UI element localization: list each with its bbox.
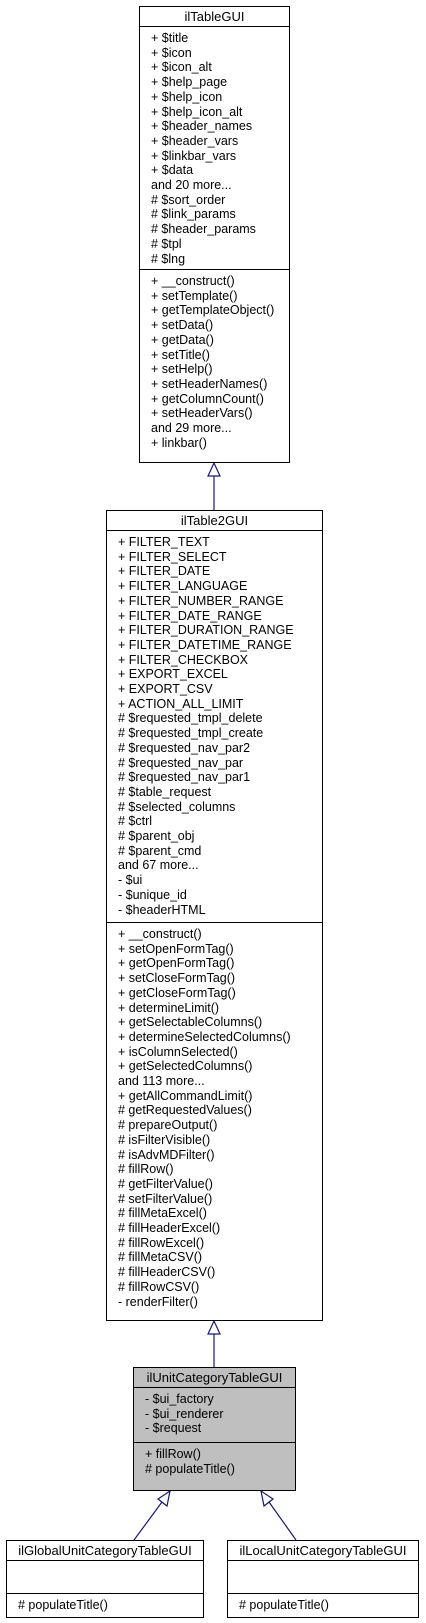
class-member: + getTemplateObject() [151, 303, 275, 318]
class-member: # $table_request [118, 784, 212, 799]
class-member: # $link_params [151, 207, 236, 222]
class-member: + $header_names [151, 119, 253, 134]
class-name: ilLocalUnitCategoryTableGUI [228, 1541, 418, 1561]
class-member: and 29 more... [151, 421, 232, 436]
class-member: + $linkbar_vars [151, 148, 237, 163]
class-member: + __construct() [151, 274, 235, 288]
class-box-illocalunitcategorytablegui[interactable] [227, 1540, 419, 1618]
class-member: + $help_page [151, 75, 228, 90]
class-member: # populateTitle() [18, 1598, 108, 1612]
class-member: + setData() [151, 318, 214, 333]
class-member: + $title [151, 31, 189, 45]
class-member: # fillRow() [118, 1162, 174, 1177]
class-name: ilTableGUI [140, 7, 289, 27]
class-box-iltablegui[interactable] [139, 6, 290, 463]
class-member: + getAllCommandLimit() [118, 1088, 253, 1103]
arrowhead-table2gui [208, 1321, 220, 1334]
class-member: # $ctrl [118, 814, 153, 829]
attributes-section [140, 27, 289, 270]
class-member: + FILTER_DURATION_RANGE [118, 623, 294, 638]
class-member: + setHeaderVars() [151, 406, 253, 421]
methods-section [140, 270, 289, 454]
class-member: # fillMetaCSV() [118, 1250, 203, 1265]
methods-section [228, 1594, 418, 1617]
class-member: # isFilterVisible() [118, 1132, 211, 1147]
class-member: # getFilterValue() [118, 1176, 213, 1191]
class-member: + fillRow() [145, 1447, 201, 1461]
class-member: + $help_icon_alt [151, 104, 243, 119]
class-member: + getSelectedColumns() [118, 1059, 253, 1074]
class-member: + getColumnCount() [151, 391, 264, 406]
arrowhead-unitcategory-left [158, 1491, 170, 1506]
attributes-section [228, 1561, 418, 1594]
class-member: # $selected_columns [118, 799, 236, 814]
class-member: - $ui_renderer [145, 1406, 224, 1421]
class-member: - $request [145, 1421, 202, 1436]
class-member: and 113 more... [118, 1074, 205, 1089]
class-name: ilTable2GUI [107, 511, 322, 531]
class-member: and 20 more... [151, 178, 232, 193]
class-member: # $header_params [151, 222, 256, 237]
class-member: # $parent_obj [118, 829, 195, 844]
class-member: # $requested_nav_par1 [118, 770, 251, 785]
class-member: # prepareOutput() [118, 1118, 218, 1133]
class-member: + setCloseFormTag() [118, 971, 236, 986]
methods-section [107, 923, 322, 1313]
arrowhead-unitcategory-right [261, 1491, 273, 1506]
class-member: + determineSelectedColumns() [118, 1029, 291, 1044]
class-member: # fillHeaderExcel() [118, 1221, 221, 1236]
class-member: # getRequestedValues() [118, 1103, 252, 1118]
class-member: # $requested_nav_par [118, 755, 244, 770]
class-member: + FILTER_TEXT [118, 535, 210, 549]
class-name: ilGlobalUnitCategoryTableGUI [7, 1541, 203, 1561]
class-box-ilglobalunitcategorytablegui[interactable] [6, 1540, 204, 1618]
class-member: - $ui [118, 873, 143, 888]
class-member: + setTemplate() [151, 288, 238, 303]
class-member: # $requested_tmpl_create [118, 726, 264, 741]
attributes-section [107, 531, 322, 923]
class-box-ilunitcategorytablegui[interactable] [133, 1367, 296, 1491]
attributes-section [7, 1561, 203, 1594]
class-member: + FILTER_DATE [118, 564, 211, 579]
class-member: + linkbar() [151, 435, 207, 450]
class-member: # isAdvMDFilter() [118, 1147, 215, 1162]
class-box-iltable2gui[interactable] [106, 510, 323, 1321]
class-member: + setHeaderNames() [151, 376, 268, 391]
class-member: # populateTitle() [145, 1461, 235, 1476]
class-member: + getCloseFormTag() [118, 985, 236, 1000]
class-member: # fillRowCSV() [118, 1279, 200, 1294]
methods-section [7, 1594, 203, 1617]
class-member: + getData() [151, 332, 214, 347]
class-member: + EXPORT_EXCEL [118, 667, 228, 682]
class-member: + $help_icon [151, 89, 223, 104]
class-member: + FILTER_CHECKBOX [118, 652, 249, 667]
class-member: + $data [151, 163, 194, 178]
class-member: + getSelectableColumns() [118, 1015, 263, 1030]
class-member: + setOpenFormTag() [118, 941, 234, 956]
class-member: # setFilterValue() [118, 1191, 213, 1206]
class-member: + isColumnSelected() [118, 1044, 238, 1059]
class-member: # $parent_cmd [118, 843, 202, 858]
class-member: + setHelp() [151, 362, 213, 377]
class-member: + FILTER_SELECT [118, 549, 227, 564]
class-member: + $icon [151, 45, 192, 60]
edge-local-to-unitcategory [269, 1502, 296, 1540]
class-member: - $ui_factory [145, 1392, 214, 1406]
class-member: # fillMetaExcel() [118, 1206, 207, 1221]
class-member: # $requested_nav_par2 [118, 740, 251, 755]
class-member: - $headerHTML [118, 902, 206, 917]
arrowhead-tablegui [208, 463, 220, 476]
class-member: + setTitle() [151, 347, 210, 362]
class-member: + $header_vars [151, 133, 239, 148]
edge-global-to-unitcategory [134, 1502, 162, 1540]
class-member: + EXPORT_CSV [118, 682, 213, 697]
class-member: + __construct() [118, 927, 202, 941]
class-member: and 67 more... [118, 858, 199, 873]
class-member: # $lng [151, 251, 186, 266]
class-member: + FILTER_DATE_RANGE [118, 608, 262, 623]
class-member: + FILTER_LANGUAGE [118, 579, 248, 594]
class-member: # fillHeaderCSV() [118, 1265, 216, 1280]
attributes-section [134, 1388, 295, 1443]
class-member: + getOpenFormTag() [118, 956, 235, 971]
class-member: # $tpl [151, 236, 182, 251]
class-member: # fillRowExcel() [118, 1235, 205, 1250]
class-member: - $unique_id [118, 887, 187, 902]
class-member: # $sort_order [151, 192, 226, 207]
class-member: # $requested_tmpl_delete [118, 711, 263, 726]
class-member: # populateTitle() [239, 1598, 329, 1612]
class-member: + FILTER_DATETIME_RANGE [118, 637, 292, 652]
class-member: + $icon_alt [151, 60, 212, 75]
class-member: + determineLimit() [118, 1000, 220, 1015]
class-name: ilUnitCategoryTableGUI [134, 1368, 295, 1388]
class-member: - renderFilter() [118, 1294, 198, 1309]
class-member: + FILTER_NUMBER_RANGE [118, 593, 284, 608]
methods-section [134, 1443, 295, 1480]
class-member: + ACTION_ALL_LIMIT [118, 696, 244, 711]
